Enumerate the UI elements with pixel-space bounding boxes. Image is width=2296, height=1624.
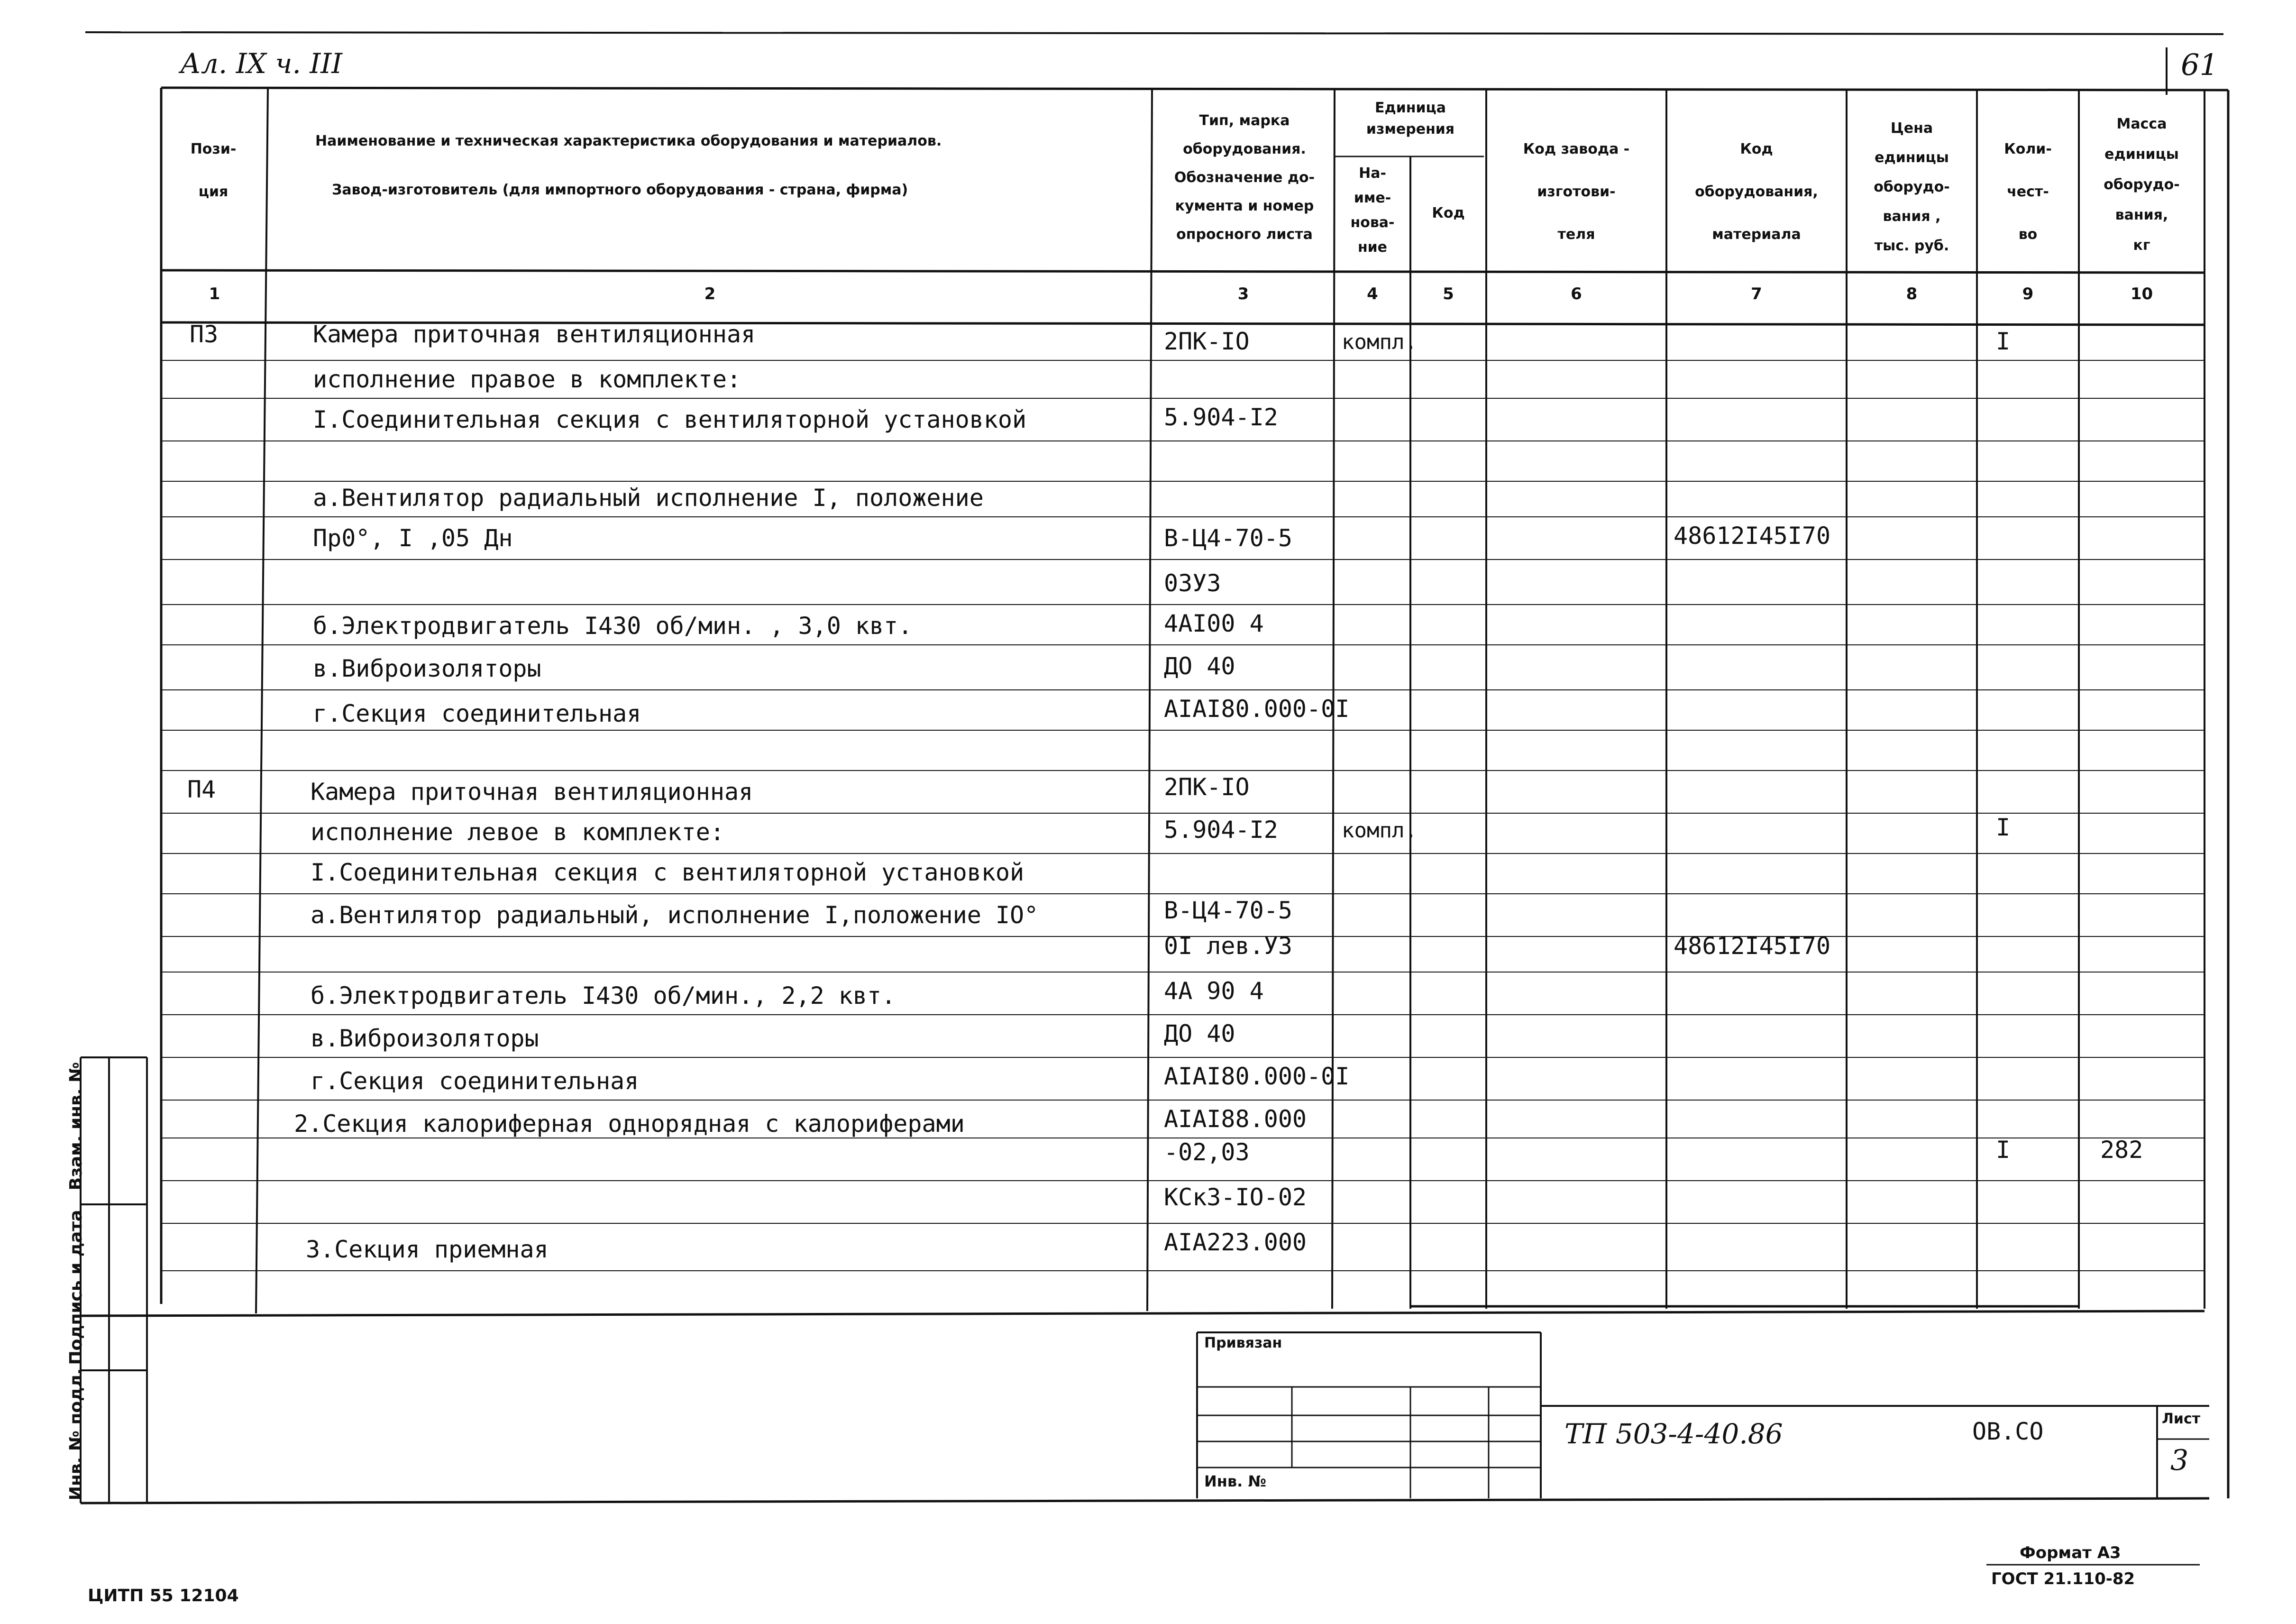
row-type: AIAI80.000-0I bbox=[1164, 695, 1350, 723]
row-quantity: I bbox=[1996, 328, 2011, 355]
row-name: а.Вентилятор радиальный, исполнение I,положение IO° bbox=[311, 901, 1039, 929]
header-quantity: Коли- чест- во bbox=[2004, 141, 2052, 243]
sheet-value: 3 bbox=[2170, 1444, 2189, 1477]
row-name: б.Электродвигатель I430 об/мин. , 3,0 квт. bbox=[313, 612, 913, 640]
row-name: в.Виброизоляторы bbox=[313, 655, 541, 682]
column-number: 3 bbox=[1237, 284, 1249, 303]
column-number: 9 bbox=[2022, 284, 2034, 303]
sheet-number: 61 bbox=[2181, 47, 2218, 82]
column-number: 1 bbox=[209, 284, 220, 303]
header-unit-name: На- име- нова- ние bbox=[1350, 165, 1395, 256]
column-number: 5 bbox=[1443, 284, 1454, 303]
row-code: 48612I45I70 bbox=[1674, 522, 1831, 550]
row-name: I.Соединительная секция с вентиляторной установкой bbox=[311, 859, 1025, 886]
row-type: 2ПК-IO bbox=[1164, 773, 1250, 801]
row-type: 0I лев.У3 bbox=[1164, 932, 1292, 960]
column-number: 4 bbox=[1367, 284, 1378, 303]
column-number: 8 bbox=[1906, 284, 1918, 303]
row-position: П4 bbox=[187, 776, 216, 803]
sheet-label: Лист bbox=[2162, 1411, 2201, 1427]
row-name: 3.Секция приемная bbox=[306, 1236, 549, 1263]
header-mass: Масса единицы оборудо- вания, кг bbox=[2104, 116, 2180, 254]
header-name-line1: Наименование и техническая характеристика оборудования и материалов. bbox=[315, 133, 942, 149]
row-name: г.Секция соединительная bbox=[311, 1067, 639, 1095]
row-type: -02,03 bbox=[1164, 1138, 1250, 1166]
inventory-number-label: Инв. № bbox=[1204, 1472, 1266, 1490]
row-name: исполнение правое в комплекте: bbox=[313, 366, 741, 393]
row-type: AIAI80.000-0I bbox=[1164, 1063, 1350, 1090]
row-name: б.Электродвигатель I430 об/мин., 2,2 квт. bbox=[311, 982, 896, 1009]
attached-label: Привязан bbox=[1204, 1335, 1282, 1351]
row-type: AIAI88.000 bbox=[1164, 1105, 1307, 1133]
header-price: Цена единицы оборудо- вания , тыс. руб. bbox=[1874, 120, 1950, 254]
column-number: 6 bbox=[1571, 284, 1582, 303]
row-type: ДО 40 bbox=[1164, 1020, 1235, 1047]
row-name: I.Соединительная секция с вентиляторной установкой bbox=[313, 406, 1027, 433]
row-name: Камера приточная вентиляционная bbox=[313, 321, 756, 348]
row-quantity: I bbox=[1996, 1136, 2011, 1164]
row-type: AIA223.000 bbox=[1164, 1229, 1307, 1256]
row-unit: компл. bbox=[1342, 818, 1417, 843]
column-number: 2 bbox=[704, 284, 716, 303]
row-name: исполнение левое в комплекте: bbox=[311, 818, 724, 846]
row-type: 2ПК-IO bbox=[1164, 328, 1250, 355]
signature-date-label: Подпись и дата bbox=[66, 1210, 86, 1365]
row-type: 03У3 bbox=[1164, 569, 1221, 597]
row-type: 5.904-I2 bbox=[1164, 404, 1278, 431]
document-code: ТП 503-4-40.86 bbox=[1564, 1418, 1783, 1450]
row-mass: 282 bbox=[2100, 1136, 2143, 1164]
row-quantity: I bbox=[1996, 814, 2011, 841]
original-inventory-label: Инв. № подл. bbox=[66, 1368, 86, 1501]
row-name: г.Секция соединительная bbox=[313, 700, 641, 727]
format-label: Формат А3 bbox=[2020, 1543, 2121, 1562]
header-position: Пози- ция bbox=[190, 141, 237, 200]
header-maker-code: Код завода - изготови- теля bbox=[1523, 141, 1630, 243]
row-code: 48612I45I70 bbox=[1674, 932, 1831, 960]
row-name: в.Виброизоляторы bbox=[311, 1025, 539, 1052]
row-position: П3 bbox=[190, 321, 219, 348]
header-unit-group: Единица измерения bbox=[1366, 100, 1455, 138]
row-name: Пр0°, I ,05 Дн bbox=[313, 524, 513, 552]
album-ref: Ал. IX ч. III bbox=[180, 47, 343, 80]
header-unit-code: Код bbox=[1432, 205, 1465, 221]
row-type: 4А 90 4 bbox=[1164, 977, 1264, 1005]
header-equipment-code: Код оборудования, материала bbox=[1695, 141, 1818, 243]
gost-label: ГОСТ 21.110-82 bbox=[1991, 1569, 2135, 1588]
replacement-inventory-label: Взам. инв. № bbox=[66, 1062, 86, 1191]
footer-code: ЦИТП 55 12104 bbox=[88, 1586, 239, 1606]
row-name: 2.Секция калориферная однорядная с калориферами bbox=[294, 1110, 965, 1138]
row-name: а.Вентилятор радиальный исполнение I, положение bbox=[313, 484, 984, 512]
column-number: 7 bbox=[1751, 284, 1762, 303]
row-type: В-Ц4-70-5 bbox=[1164, 524, 1292, 552]
header-name-line2: Завод-изготовитель (для импортного оборудования - страна, фирма) bbox=[332, 182, 908, 198]
row-type: В-Ц4-70-5 bbox=[1164, 897, 1292, 924]
row-type: 4AI00 4 bbox=[1164, 610, 1264, 637]
header-type: Тип, марка оборудования. Обозначение до- кумента и номер опросного листа bbox=[1174, 112, 1315, 243]
row-type: 5.904-I2 bbox=[1164, 816, 1278, 844]
column-number: 10 bbox=[2130, 284, 2153, 303]
row-unit: компл. bbox=[1342, 330, 1417, 354]
document-mark: ОВ.СО bbox=[1972, 1418, 2044, 1445]
row-type: КСк3-IO-02 bbox=[1164, 1184, 1307, 1211]
row-type: ДО 40 bbox=[1164, 652, 1235, 680]
row-name: Камера приточная вентиляционная bbox=[311, 778, 753, 806]
